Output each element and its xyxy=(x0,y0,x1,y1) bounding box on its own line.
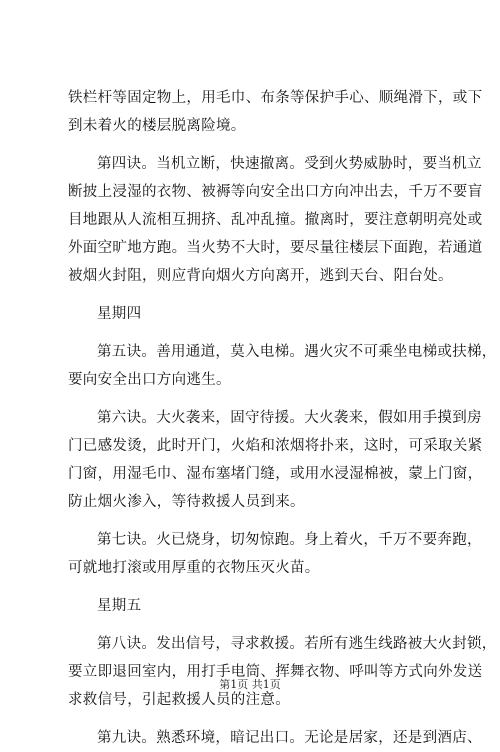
paragraph-eighth-rule: 第八诀。发出信号，寻求救援。若所有逃生线路被大火封锁， xyxy=(97,636,497,652)
text-line: 目地跟从人流相互拥挤、乱冲乱撞。撤离时，要注意朝明亮处或 xyxy=(68,212,483,228)
text-line: 铁栏杆等固定物上，用毛巾、布条等保护手心、顺绳滑下，或下 xyxy=(68,90,483,106)
section-heading-friday: 星期五 xyxy=(97,598,142,614)
paragraph-fourth-rule: 第四诀。当机立断，快速撤离。受到火势威胁时，要当机立 xyxy=(97,156,482,172)
text-line: 要向安全出口方向逃生。 xyxy=(68,372,231,388)
text-line: 被烟火封阻，则应背向烟火方向离开，逃到天台、阳台处。 xyxy=(68,268,453,284)
text-line: 防止烟火渗入，等待救援人员到来。 xyxy=(68,494,305,510)
document-body xyxy=(68,84,497,752)
section-heading-thursday: 星期四 xyxy=(97,306,142,322)
paragraph-fifth-rule: 第五诀。善用通道，莫入电梯。遇火灾不可乘坐电梯或扶梯， xyxy=(97,344,497,360)
page-footer: 第1页 共1页 xyxy=(219,678,281,691)
paragraph-seventh-rule: 第七诀。火已烧身，切匆惊跑。身上着火，千万不要奔跑， xyxy=(97,532,482,548)
text-line: 求救信号，引起救援人员的注意。 xyxy=(68,692,290,708)
text-line: 要立即退回室内，用打手电筒、挥舞衣物、呼叫等方式向外发送 xyxy=(68,664,483,680)
text-line: 可就地打滚或用厚重的衣物压灭火苗。 xyxy=(68,560,320,576)
text-line: 到未着火的楼层脱离险境。 xyxy=(68,118,246,134)
paragraph-ninth-rule: 第九诀。熟悉环境，暗记出口。无论是居家，还是到酒店、 xyxy=(97,730,482,746)
text-line: 门窗，用湿毛巾、湿布塞堵门缝，或用水浸湿棉被，蒙上门窗， xyxy=(68,466,483,482)
text-line: 门已感发烫，此时开门，火焰和浓烟将扑来，这时，可采取关紧 xyxy=(68,438,483,454)
paragraph-sixth-rule: 第六诀。大火袭来，固守待援。大火袭来，假如用手摸到房 xyxy=(97,410,482,426)
text-line: 断披上浸湿的衣物、被褥等向安全出口方向冲出去，千万不要盲 xyxy=(68,184,483,200)
text-line: 外面空旷地方跑。当火势不大时，要尽量往楼层下面跑，若通道 xyxy=(68,240,483,256)
